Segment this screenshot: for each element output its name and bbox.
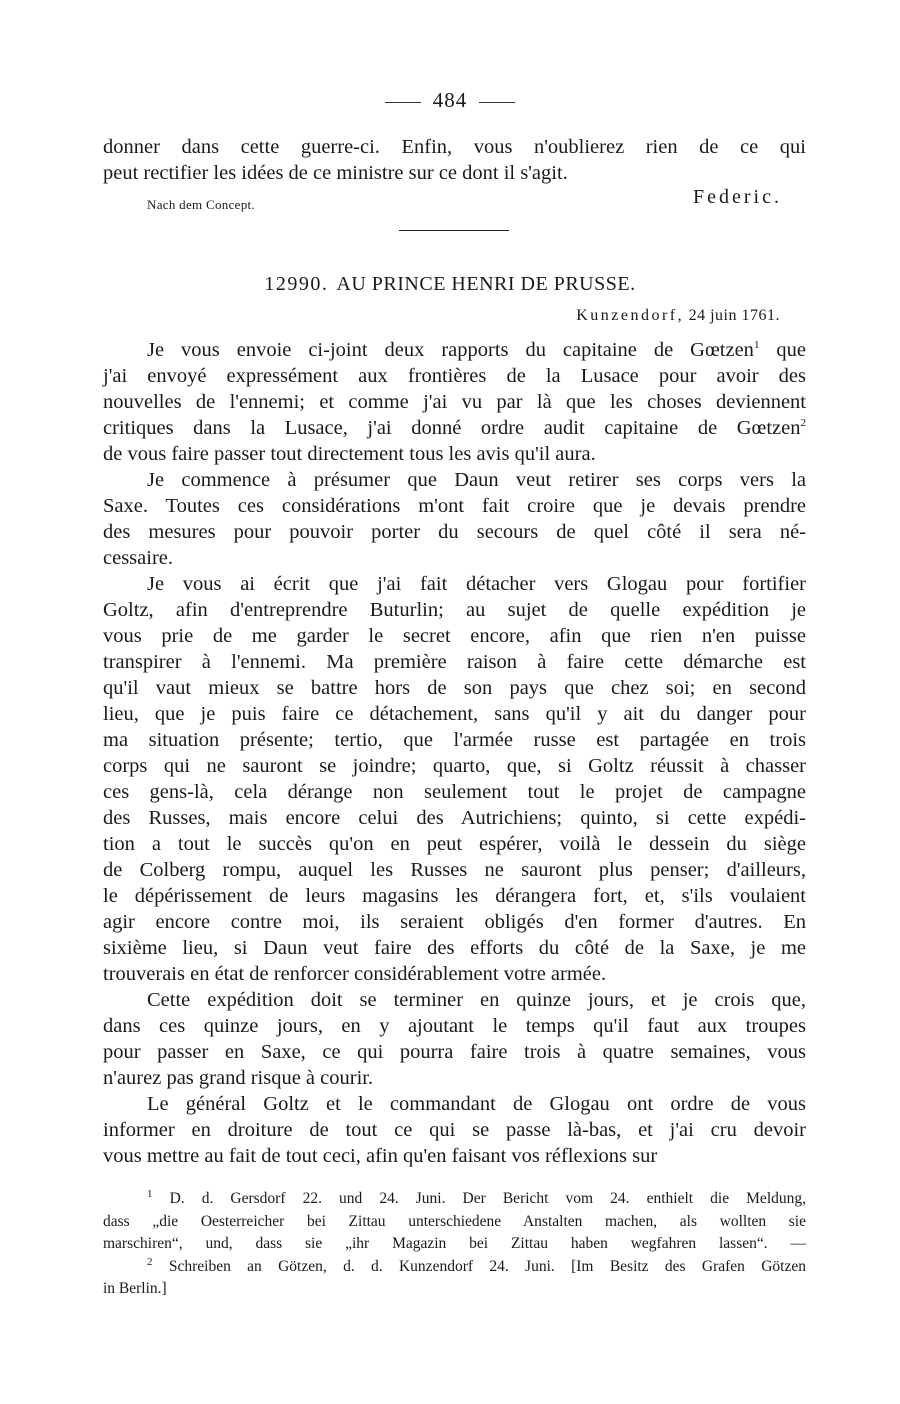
section-divider <box>399 230 509 231</box>
page-number-dash-left <box>385 102 421 103</box>
line-text: qu'il vaut mieux se battre hors de son pays que chez soi; en second <box>103 677 806 699</box>
text-line <box>103 337 806 363</box>
line-text: Saxe. Toutes ces considérations m'ont fait croire que je devais prendre <box>103 495 806 517</box>
text-line <box>103 623 806 649</box>
paragraph <box>103 467 806 571</box>
paragraph <box>103 987 806 1091</box>
footnote-marker: 2 <box>800 417 806 430</box>
footnote-number: 2 <box>147 1255 153 1268</box>
text-line <box>103 571 806 597</box>
text-line <box>103 1065 806 1091</box>
text-line <box>103 597 806 623</box>
text-line <box>103 961 806 987</box>
text-line <box>103 987 806 1013</box>
footnote-text: Schreiben an Götzen, d. d. Kunzendorf 24. Juni. [Im Besitz des Grafen Götzen <box>168 1257 806 1275</box>
line-text: nouvelles de l'ennemi; et comme j'ai vu par là que les choses deviennent <box>103 391 806 413</box>
line-text: j'ai envoyé expressément aux frontières de la Lusace pour avoir des <box>103 365 806 387</box>
footnote-line <box>103 1278 806 1301</box>
line-text: agir encore contre moi, ils seraient obligés d'en former d'autres. En <box>103 911 806 933</box>
continuation-line: donner dans cette guerre-ci. Enfin, vous n'oublierez rien de ce qui <box>103 136 806 158</box>
line-text: ces gens-là, cela dérange non seulement tout le projet de campagne <box>103 781 806 803</box>
page-number-text: 484 <box>432 88 468 112</box>
letter-number: 12990. <box>264 273 329 295</box>
letter-place: Kunzendorf, <box>576 307 685 324</box>
paragraph <box>103 571 806 987</box>
text-line <box>103 1039 806 1065</box>
text-line <box>103 857 806 883</box>
signature: Federic. <box>693 186 782 208</box>
footnote-text: D. d. Gersdorf 22. und 24. Juni. Der Bericht vom 24. enthielt die Meldung, <box>169 1190 806 1207</box>
line-text: de vous faire passer tout directement tous les avis qu'il aura. <box>103 443 596 465</box>
text-line <box>103 363 806 389</box>
line-text: des Russes, mais encore celui des Autrichiens; quinto, si cette expédi- <box>103 807 806 829</box>
line-text: Je vous ai écrit que j'ai fait détacher vers Glogau pour fortifier <box>147 573 806 595</box>
footnote-number: 1 <box>147 1187 153 1200</box>
text-line <box>103 805 806 831</box>
line-text: tion a tout le succès qu'on en peut espérer, voilà le dessein du siège <box>103 833 806 855</box>
text-line <box>103 519 806 545</box>
line-text: Goltz, afin d'entreprendre Buturlin; au sujet de quelle expédition je <box>103 599 806 621</box>
line-text: lieu, que je puis faire ce détachement, sans qu'il y ait du danger pour <box>103 703 806 725</box>
letter-body <box>103 337 806 1169</box>
footnote-text: marschiren“, und, dass sie „ihr Magazin bei Zittau haben wegfahren lassen“. — <box>103 1235 806 1252</box>
text-line <box>103 1091 806 1117</box>
text-line <box>103 1143 806 1169</box>
text-line <box>103 935 806 961</box>
line-text: pour passer en Saxe, ce qui pourra faire trois à quatre semaines, vous <box>103 1041 806 1063</box>
letter-date: 24 juin 1761. <box>688 307 780 324</box>
text-line <box>103 753 806 779</box>
line-text: dans ces quinze jours, en y ajoutant le temps qu'il faut aux troupes <box>103 1015 806 1037</box>
line-text: ma situation présente; tertio, que l'armée russe est partagée en trois <box>103 729 806 751</box>
line-text: de Colberg rompu, auquel les Russes ne sauront plus penser; d'ailleurs, <box>103 859 806 881</box>
text-line <box>103 779 806 805</box>
text-line <box>103 493 806 519</box>
footnotes <box>103 1188 806 1301</box>
text-line <box>103 467 806 493</box>
text-line <box>103 883 806 909</box>
line-text: critiques dans la Lusace, j'ai donné ordre audit capitaine de Gœtzen <box>103 417 801 439</box>
line-text: n'aurez pas grand risque à courir. <box>103 1067 374 1089</box>
line-text: Le général Goltz et le commandant de Glogau ont ordre de vous <box>147 1093 806 1115</box>
line-text: transpirer à l'ennemi. Ma première raison à faire cette démarche est <box>103 651 806 673</box>
text-line <box>103 727 806 753</box>
line-text: Je vous envoie ci-joint deux rapports du capitaine de Gœtzen <box>147 339 754 361</box>
line-text: le dépérissement de leurs magasins les dérangera fort, et, s'ils voulaient <box>103 885 806 907</box>
footnote-line <box>103 1256 806 1279</box>
text-line <box>103 545 806 571</box>
text-line <box>103 701 806 727</box>
text-line <box>103 389 806 415</box>
paragraph <box>103 337 806 467</box>
text-line <box>103 1013 806 1039</box>
line-text: vous mettre au fait de tout ceci, afin qu'en faisant vos réflexions sur <box>103 1145 658 1167</box>
continuation-line: peut rectifier les idées de ce ministre sur ce dont il s'agit. <box>103 162 568 184</box>
footnote-text: dass „die Oesterreicher bei Zittau unterschiedene Anstalten machen, als wollten sie <box>103 1212 806 1230</box>
footnote-line <box>103 1211 806 1234</box>
line-text: informer en droiture de tout ce qui se passe là-bas, et j'ai cru devoir <box>103 1119 806 1141</box>
text-line <box>103 1117 806 1143</box>
line-text-after: que <box>759 339 806 361</box>
line-text: sixième lieu, si Daun veut faire des efforts du côté de la Saxe, je me <box>103 937 806 959</box>
text-line <box>103 675 806 701</box>
source-note: Nach dem Concept. <box>147 197 255 212</box>
continuation-text <box>103 134 806 186</box>
letter-dateline <box>576 307 780 325</box>
line-text: vous prie de me garder le secret encore, afin que rien n'en puisse <box>103 625 806 647</box>
line-text: cessaire. <box>103 547 173 569</box>
line-text: Je commence à présumer que Daun veut retirer ses corps vers la <box>147 469 806 491</box>
letter-heading <box>0 273 900 296</box>
page-number-dash-right <box>479 102 515 103</box>
page-number <box>0 88 900 113</box>
paragraph <box>103 1091 806 1169</box>
footnote-line <box>103 1188 806 1211</box>
text-line <box>103 415 806 441</box>
letter-title: AU PRINCE HENRI DE PRUSSE. <box>336 273 636 295</box>
line-text: trouverais en état de renforcer considérablement votre armée. <box>103 963 607 985</box>
footnote-text: in Berlin.] <box>103 1280 167 1297</box>
footnote-marker: 1 <box>753 339 760 352</box>
line-text: corps qui ne sauront se joindre; quarto, que, si Goltz réussit à chasser <box>103 755 806 777</box>
text-line <box>103 649 806 675</box>
line-text: des mesures pour pouvoir porter du secours de quel côté il sera né- <box>103 521 806 543</box>
text-line <box>103 831 806 857</box>
footnote-line <box>103 1233 806 1256</box>
text-line <box>103 909 806 935</box>
text-line <box>103 441 806 467</box>
line-text: Cette expédition doit se terminer en quinze jours, et je crois que, <box>147 989 806 1011</box>
